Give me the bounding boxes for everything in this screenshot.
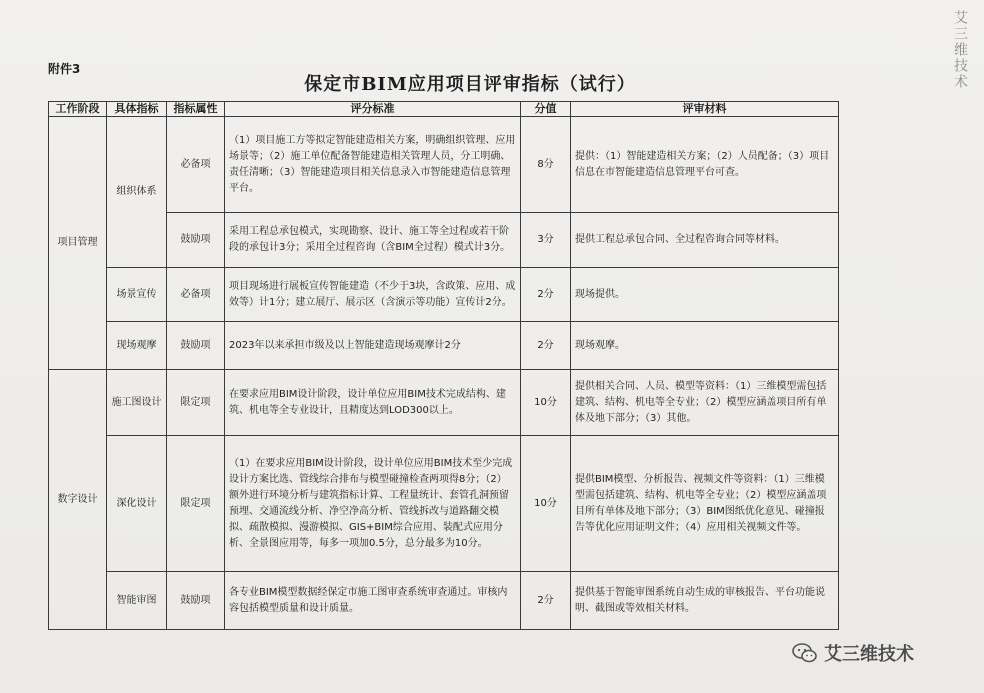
attachment-label: 附件3 <box>48 62 81 76</box>
materials-cell: 提供基于智能审图系统自动生成的审核报告、平台功能说明、截图或等效相关材料。 <box>571 572 839 630</box>
score-cell: 2分 <box>521 322 571 370</box>
header-criteria: 评分标准 <box>225 102 521 117</box>
table-header-row <box>49 102 839 117</box>
indicator-cell: 组织体系 <box>107 117 167 268</box>
attribute-cell: 必备项 <box>167 117 225 213</box>
attribute-cell: 限定项 <box>167 370 225 436</box>
attribute-cell: 鼓励项 <box>167 322 225 370</box>
criteria-cell: （1）在要求应用BIM设计阶段，设计单位应用BIM技术至少完成设计方案比选、管线综合排布与模型碰撞检查两项得8分；（2）额外进行环境分析与建筑指标计算、工程量统计、套管孔洞预留预埋、交通流线分析、净空净高分析、管线拆改与道路翻交模拟、疏散模拟、漫游模拟、GIS+BIM综合应用、装配式应用分析、全景图应用等，每多一项加0.5分，总分最多为10分。 <box>225 436 521 572</box>
criteria-cell: （1）项目施工方等拟定智能建造相关方案，明确组织管理、应用场景等；（2）施工单位配备智能建造相关管理人员，分工明确、责任清晰；（3）智能建造项目相关信息录入市智能建造信息管理平台。 <box>225 117 521 213</box>
table-row <box>49 117 839 213</box>
header-attribute: 指标属性 <box>167 102 225 117</box>
header-indicator: 具体指标 <box>107 102 167 117</box>
attribute-cell: 限定项 <box>167 436 225 572</box>
score-cell: 10分 <box>521 436 571 572</box>
attribute-cell: 鼓励项 <box>167 213 225 268</box>
attribute-cell: 鼓励项 <box>167 572 225 630</box>
materials-cell: 现场提供。 <box>571 268 839 322</box>
indicator-cell: 场景宣传 <box>107 268 167 322</box>
score-cell: 2分 <box>521 268 571 322</box>
table-row <box>49 268 839 322</box>
criteria-cell: 各专业BIM模型数据经保定市施工图审查系统审查通过。审核内容包括模型质量和设计质量。 <box>225 572 521 630</box>
criteria-cell: 采用工程总承包模式，实现勘察、设计、施工等全过程或若干阶段的承包计3分；采用全过程咨询（含BIM全过程）模式计3分。 <box>225 213 521 268</box>
evaluation-table <box>48 101 839 630</box>
criteria-cell: 2023年以来承担市级及以上智能建造现场观摩计2分 <box>225 322 521 370</box>
table-row <box>49 436 839 572</box>
wechat-icon <box>792 642 818 664</box>
criteria-cell: 在要求应用BIM设计阶段，设计单位应用BIM技术完成结构、建筑、机电等全专业设计，且精度达到LOD300以上。 <box>225 370 521 436</box>
table-row <box>49 572 839 630</box>
header-materials: 评审材料 <box>571 102 839 117</box>
score-cell: 3分 <box>521 213 571 268</box>
materials-cell: 提供：（1）智能建造相关方案；（2）人员配备；（3）项目信息在市智能建造信息管理平台可查。 <box>571 117 839 213</box>
indicator-cell: 施工图设计 <box>107 370 167 436</box>
materials-cell: 现场观摩。 <box>571 322 839 370</box>
indicator-cell: 智能审图 <box>107 572 167 630</box>
attribute-cell: 必备项 <box>167 268 225 322</box>
score-cell: 8分 <box>521 117 571 213</box>
table-row <box>49 370 839 436</box>
bottom-watermark <box>792 640 914 666</box>
indicator-cell: 现场观摩 <box>107 322 167 370</box>
stage-cell: 数字设计 <box>49 370 107 630</box>
materials-cell: 提供BIM模型、分析报告、视频文件等资料：（1）三维模型需包括建筑、结构、机电等全专业；（2）模型应涵盖项目所有单体及地下部分；（3）BIM图纸优化意见、碰撞报告等优化应用证明文件；（4）应用相关视频文件等。 <box>571 436 839 572</box>
header-score: 分值 <box>521 102 571 117</box>
watermark-text: 艾三维技术 <box>824 644 914 665</box>
table-row <box>49 322 839 370</box>
stage-cell: 项目管理 <box>49 117 107 370</box>
side-watermark: 艾三维技术 <box>952 10 968 90</box>
header-stage: 工作阶段 <box>49 102 107 117</box>
score-cell: 10分 <box>521 370 571 436</box>
indicator-cell: 深化设计 <box>107 436 167 572</box>
score-cell: 2分 <box>521 572 571 630</box>
document-title: 保定市BIM应用项目评审指标（试行） <box>304 74 636 95</box>
materials-cell: 提供工程总承包合同、全过程咨询合同等材料。 <box>571 213 839 268</box>
table-row <box>49 213 839 268</box>
criteria-cell: 项目现场进行展板宣传智能建造（不少于3块，含政策、应用、成效等）计1分；建立展厅、展示区（含演示等功能）宣传计2分。 <box>225 268 521 322</box>
materials-cell: 提供相关合同、人员、模型等资料：（1）三维模型需包括建筑、结构、机电等全专业；（2）模型应涵盖项目所有单体及地下部分；（3）其他。 <box>571 370 839 436</box>
